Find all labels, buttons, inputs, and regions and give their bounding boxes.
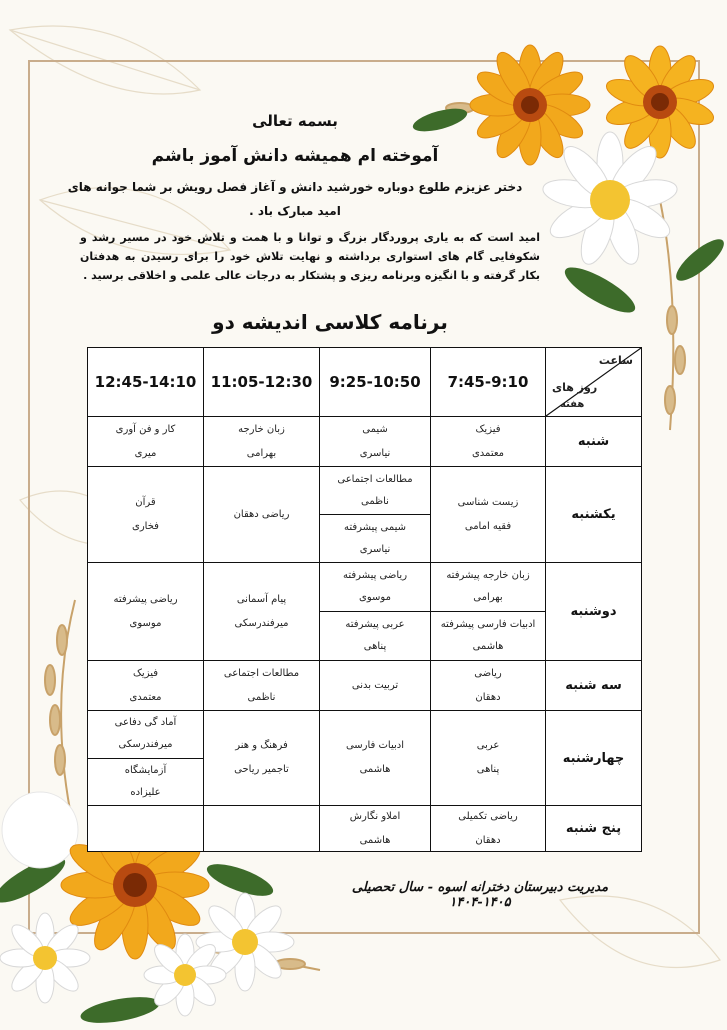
schedule-cell: [88, 417, 204, 467]
schedule-cell: [320, 417, 431, 467]
cell-subject: مطالعات اجتماعی: [337, 473, 413, 485]
schedule-cell: [88, 661, 204, 711]
cell-teacher: تاجمیر ریاحی: [234, 764, 289, 775]
schedule-title: برنامه کلاسی اندیشه دو: [212, 310, 448, 334]
cell-teacher: ناظمی: [247, 691, 276, 703]
cell-teacher: میرفندرسکی: [234, 617, 289, 629]
cell-teacher: نیاسری: [359, 447, 391, 459]
greeting-line-1: دختر عزیزم طلوع دوباره خورشید دانش و آغاز فصل رویش بر شما جوانه های: [67, 180, 523, 194]
cell-teacher: دهقان: [475, 691, 501, 703]
cell-teacher: بهرامی: [473, 592, 503, 603]
table-row-tuesday: [88, 661, 642, 711]
corner-header-cell: [546, 348, 642, 417]
period-header-3: 11:05-12:30: [204, 348, 320, 417]
cell-subject: عربی پیشرفته: [345, 619, 405, 630]
cell-subject: آماد گی دفاعی: [114, 717, 177, 729]
cell-subject: زبان خارجه پیشرفته: [446, 570, 530, 581]
schedule-cell-split: [431, 563, 546, 661]
cell-teacher: هاشمی: [359, 834, 391, 846]
table-header-row: [88, 348, 642, 417]
corner-week-label: هفته: [560, 399, 585, 410]
schedule-cell: [431, 711, 546, 806]
corner-time-label: ساعت: [598, 354, 633, 367]
cell-subject: شیمی: [362, 423, 388, 435]
cell-teacher: نیاسری: [359, 543, 391, 555]
day-label-tuesday: سه شنبه: [546, 661, 642, 711]
cell-subject: ریاضی دهقان: [233, 508, 290, 520]
cell-subject: ریاضی پیشرفته: [342, 570, 408, 581]
cell-subject: شیمی پیشرفته: [343, 521, 407, 533]
cell-subject: عربی: [476, 740, 500, 751]
period-header-1: 7:45-9:10: [431, 348, 546, 417]
cell-teacher: ناظمی: [361, 495, 389, 507]
schedule-cell-split: [88, 711, 204, 806]
intro-paragraph: امید است که به یاری پروردگار بزرگ و توانا و با همت و تلاش خود در مسیر رشد و شکوفایی گام های استواری برداشته و نهایت تلاش خود را برای رسیدن به هدفتان بکار گرفته و با انگیزه وبرنامه ریزی و پشتکار به درجات عالی علمی و اخلاقی برسید .: [80, 231, 540, 282]
cell-subject: قرآن: [135, 496, 156, 508]
cell-subject: ریاضی: [474, 667, 502, 679]
cell-subject: ریاضی پیشرفته: [113, 593, 178, 605]
cell-teacher: موسوی: [359, 592, 391, 603]
cell-teacher: بهرامی: [246, 447, 277, 459]
schedule-cell-empty: [88, 806, 204, 852]
cell-subject: زیست شناسی: [457, 496, 519, 508]
schedule-cell: [431, 467, 546, 563]
schedule-cell: [204, 467, 320, 563]
day-label-thursday: پنج شنبه: [546, 806, 642, 852]
cell-subject: آزمایشگاه: [124, 764, 167, 776]
period-header-2: 9:25-10:50: [320, 348, 431, 417]
table-row-saturday: [88, 417, 642, 467]
day-label-wednesday: چهارشنبه: [546, 711, 642, 806]
schedule-cell: [88, 467, 204, 563]
schedule-cell: [320, 711, 431, 806]
table-row-monday: [88, 563, 642, 661]
cell-subject: مطالعات اجتماعی: [223, 667, 300, 679]
cell-teacher: فقیه امامی: [464, 520, 512, 532]
cell-subject: فیزیک: [475, 423, 501, 435]
class-schedule-table: [87, 347, 642, 852]
table-row-thursday: [88, 806, 642, 852]
cell-teacher: پناهی: [476, 764, 500, 775]
cell-teacher: موسوی: [129, 617, 162, 629]
cell-subject: ریاضی تکمیلی: [458, 810, 518, 822]
cell-teacher: معتمدی: [471, 447, 505, 459]
cell-teacher: دهقان: [475, 834, 501, 846]
schedule-cell-split: [320, 563, 431, 661]
cell-subject: املاو نگارش: [349, 810, 401, 822]
schedule-cell: [431, 806, 546, 852]
schedule-cell: [88, 563, 204, 661]
cell-teacher: پناهی: [363, 641, 387, 652]
cell-teacher: معتمدی: [129, 691, 162, 703]
day-label-monday: دوشنبه: [546, 563, 642, 661]
cell-subject: زبان خارجه: [238, 423, 285, 435]
table-row-wednesday: [88, 711, 642, 806]
corner-days-label: روز های: [552, 381, 598, 394]
cell-teacher: فخاری: [132, 520, 159, 532]
schedule-cell: [204, 711, 320, 806]
period-header-4: 12:45-14:10: [88, 348, 204, 417]
table-row-sunday: [88, 467, 642, 563]
schedule-cell-empty: [204, 806, 320, 852]
day-label-saturday: شنبه: [546, 417, 642, 467]
cell-teacher: علیزاده: [130, 786, 161, 798]
school-signature: مدیریت دبیرستان دخترانه اسوه - سال تحصیلی ۱۴۰۵-۱۴۰۴: [351, 880, 609, 910]
cell-subject: ادبیات فارسی پیشرفته: [440, 619, 536, 630]
day-label-sunday: یکشنبه: [546, 467, 642, 563]
schedule-cell: [431, 661, 546, 711]
schedule-cell: [204, 563, 320, 661]
schedule-cell: [431, 417, 546, 467]
page-title: آموخته ام همیشه دانش آموز باشم: [151, 146, 439, 166]
cell-subject: کار و فن آوری: [115, 423, 176, 435]
cell-subject: پیام آسمانی: [236, 593, 287, 605]
cell-teacher: میرفندرسکی: [118, 739, 173, 751]
cell-subject: فرهنگ و هنر: [235, 740, 288, 751]
cell-subject: ادبیات فارسی: [345, 740, 405, 751]
schedule-cell: [204, 417, 320, 467]
schedule-cell: [204, 661, 320, 711]
greeting-line-2: امید مبارک باد .: [249, 204, 341, 218]
schedule-cell: [320, 806, 431, 852]
cell-subject: تربیت بدنی: [351, 679, 399, 691]
bismillah-heading: بسمه تعالی: [252, 112, 338, 130]
schedule-cell-split: [320, 467, 431, 563]
schedule-cell: [320, 661, 431, 711]
cell-teacher: هاشمی: [472, 641, 504, 652]
cell-teacher: میری: [134, 447, 157, 459]
cell-subject: فیزیک: [132, 667, 159, 679]
cell-teacher: هاشمی: [359, 764, 391, 775]
